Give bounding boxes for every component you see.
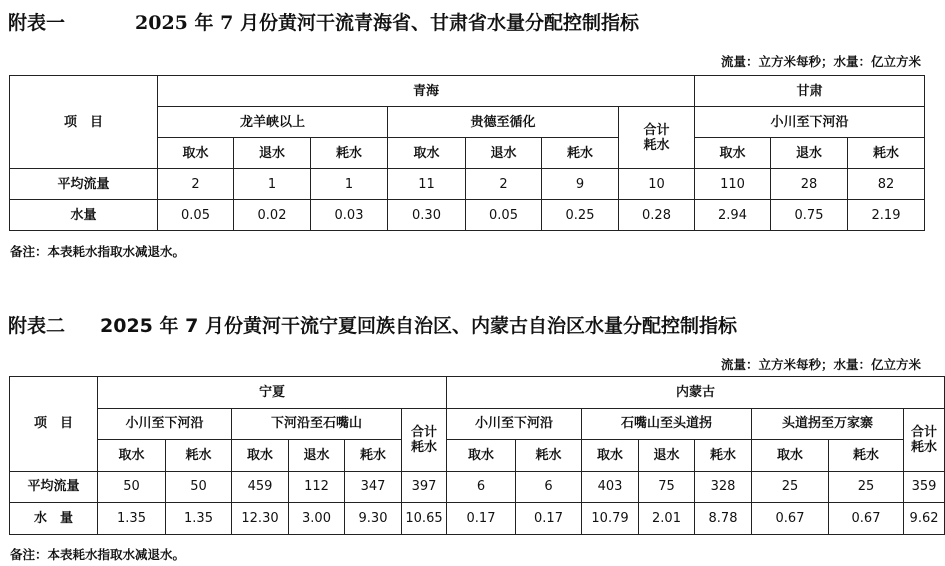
table2-label: 附表二: [8, 315, 66, 337]
table-cell: 2.19: [848, 200, 925, 231]
col-header: 耗水: [166, 440, 232, 472]
region-header-neimenggu: 内蒙古: [447, 377, 945, 409]
table-cell: 359: [904, 471, 945, 503]
table-cell: 0.05: [158, 200, 234, 231]
item-header: 项 目: [10, 377, 98, 472]
col-header: 退水: [639, 440, 695, 472]
table-cell: 50: [166, 471, 232, 503]
table-cell: 328: [695, 471, 752, 503]
table1-title: 2025 年 7 月份黄河干流青海省、甘肃省水量分配控制指标: [135, 12, 639, 34]
table2: [9, 376, 945, 535]
table-cell: 2.01: [639, 503, 695, 535]
table-cell: 0.17: [447, 503, 516, 535]
table-cell: 1.35: [98, 503, 166, 535]
col-header: 耗水: [345, 440, 402, 472]
table-row: [10, 471, 945, 503]
col-header: 取水: [447, 440, 516, 472]
row-label: 平均流量: [10, 169, 158, 200]
table-cell: 2.94: [695, 200, 771, 231]
table-cell: 10.65: [402, 503, 447, 535]
table-cell: 403: [582, 471, 639, 503]
section-header: 石嘴山至头道拐: [582, 408, 752, 440]
table-cell: 10.79: [582, 503, 639, 535]
table-cell: 0.05: [466, 200, 542, 231]
table-cell: 82: [848, 169, 925, 200]
table-cell: 6: [516, 471, 582, 503]
table-cell: 0.75: [771, 200, 848, 231]
col-header: 取水: [695, 138, 771, 169]
region-header-ningxia: 宁夏: [98, 377, 447, 409]
table-cell: 0.25: [542, 200, 619, 231]
total-header: 合计 耗水: [904, 408, 945, 471]
table2-units: 流量：立方米每秒；水量：亿立方米: [720, 357, 921, 372]
table-cell: 25: [829, 471, 904, 503]
table-cell: 10: [619, 169, 695, 200]
table-cell: 0.02: [234, 200, 311, 231]
table-cell: 50: [98, 471, 166, 503]
table-cell: 0.67: [829, 503, 904, 535]
table2-title: 2025 年 7 月份黄河干流宁夏回族自治区、内蒙古自治区水量分配控制指标: [100, 315, 737, 337]
table-cell: 110: [695, 169, 771, 200]
section-header: 小川至下河沿: [447, 408, 582, 440]
table-cell: 9.30: [345, 503, 402, 535]
table-cell: 347: [345, 471, 402, 503]
table1-title-row: [8, 8, 639, 35]
total-header: 合计 耗水: [619, 107, 695, 169]
table-cell: 1: [311, 169, 388, 200]
table1-label: 附表一: [8, 12, 66, 34]
table2-title-row: [8, 311, 737, 338]
row-label: 平均流量: [10, 471, 98, 503]
section-header: 小川至下河沿: [695, 107, 925, 138]
table2-note: 备注：本表耗水指取水减退水。: [10, 547, 186, 562]
col-header: 耗水: [829, 440, 904, 472]
col-header: 耗水: [542, 138, 619, 169]
table-cell: 2: [466, 169, 542, 200]
col-header: 耗水: [695, 440, 752, 472]
section-header: 龙羊峡以上: [158, 107, 388, 138]
col-header: 取水: [158, 138, 234, 169]
table-cell: 12.30: [232, 503, 289, 535]
table-cell: 1.35: [166, 503, 232, 535]
col-header: 耗水: [516, 440, 582, 472]
section-header: 头道拐至万家寨: [752, 408, 904, 440]
col-header: 取水: [232, 440, 289, 472]
row-label: 水量: [10, 200, 158, 231]
table-cell: 11: [388, 169, 466, 200]
col-header: 取水: [388, 138, 466, 169]
col-header: 耗水: [311, 138, 388, 169]
table-cell: 1: [234, 169, 311, 200]
table-cell: 397: [402, 471, 447, 503]
item-header: 项 目: [10, 76, 158, 169]
col-header: 退水: [234, 138, 311, 169]
table-row: [10, 200, 925, 231]
table1-note: 备注：本表耗水指取水减退水。: [10, 244, 186, 259]
table-cell: 9: [542, 169, 619, 200]
table-cell: 0.67: [752, 503, 829, 535]
col-header: 退水: [771, 138, 848, 169]
table-cell: 3.00: [289, 503, 345, 535]
region-header-gansu: 甘肃: [695, 76, 925, 107]
table-cell: 28: [771, 169, 848, 200]
col-header: 退水: [289, 440, 345, 472]
col-header: 取水: [582, 440, 639, 472]
table-cell: 0.28: [619, 200, 695, 231]
table-cell: 0.17: [516, 503, 582, 535]
table-cell: 2: [158, 169, 234, 200]
total-header: 合计 耗水: [402, 408, 447, 471]
table-cell: 8.78: [695, 503, 752, 535]
table-row: [10, 169, 925, 200]
table-cell: 112: [289, 471, 345, 503]
table-row: [10, 503, 945, 535]
section-header: 下河沿至石嘴山: [232, 408, 402, 440]
table-cell: 9.62: [904, 503, 945, 535]
table-cell: 459: [232, 471, 289, 503]
row-label: 水 量: [10, 503, 98, 535]
table-cell: 25: [752, 471, 829, 503]
section-header: 贵德至循化: [388, 107, 619, 138]
section-header: 小川至下河沿: [98, 408, 232, 440]
table-cell: 0.30: [388, 200, 466, 231]
region-header-qinghai: 青海: [158, 76, 695, 107]
col-header: 取水: [98, 440, 166, 472]
table1-units: 流量：立方米每秒；水量：亿立方米: [720, 54, 921, 69]
table-cell: 6: [447, 471, 516, 503]
col-header: 取水: [752, 440, 829, 472]
table-cell: 75: [639, 471, 695, 503]
table-cell: 0.03: [311, 200, 388, 231]
col-header: 退水: [466, 138, 542, 169]
table1: [9, 75, 925, 231]
col-header: 耗水: [848, 138, 925, 169]
